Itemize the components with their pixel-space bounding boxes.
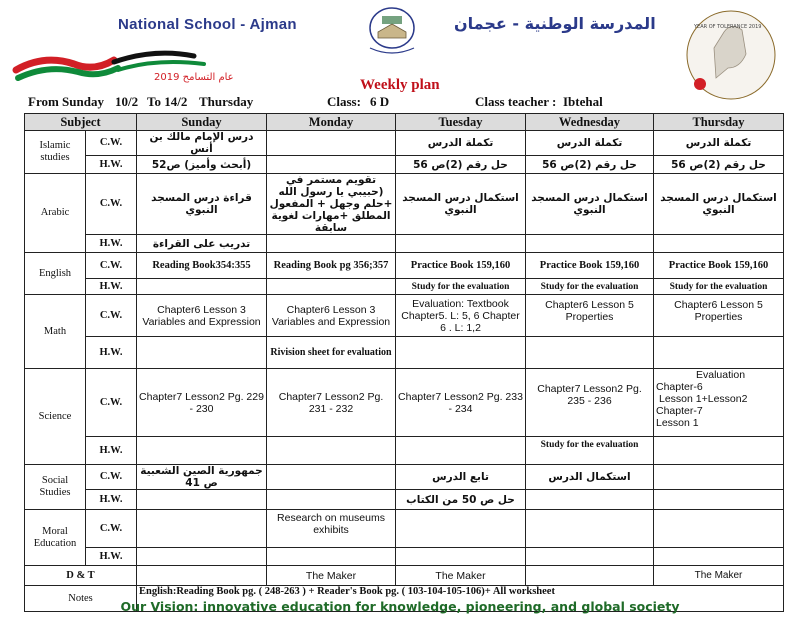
subject-islamic: Islamic studies: [25, 131, 86, 174]
header-wednesday: Wednesday: [526, 114, 654, 131]
cell: [267, 437, 396, 465]
cell: The Maker: [654, 566, 784, 586]
subject-english: English: [25, 253, 86, 295]
cell: [654, 235, 784, 253]
hw-label: H.W.: [86, 279, 137, 295]
header-subject: Subject: [25, 114, 137, 131]
cw-label: C.W.: [86, 174, 137, 235]
hw-label: H.W.: [86, 156, 137, 174]
cell: استكمال الدرس: [526, 465, 654, 490]
table-row: [25, 465, 784, 490]
subject-arabic: Arabic: [25, 174, 86, 253]
class-label: Class:: [327, 94, 361, 109]
cell: [137, 566, 267, 586]
cell: [137, 437, 267, 465]
cell: [526, 548, 654, 566]
hw-label: H.W.: [86, 337, 137, 369]
tolerance-logo-text: YEAR OF TOLERANCE 2019: [694, 24, 762, 30]
cell: [137, 490, 267, 510]
cell: حل رقم (2)ص 56: [654, 156, 784, 174]
table-row: [25, 156, 784, 174]
teacher-label: Class teacher :: [475, 94, 557, 109]
school-name-english: National School - Ajman: [118, 16, 297, 33]
teacher-value: Ibtehal: [563, 94, 603, 109]
cw-label: C.W.: [86, 131, 137, 156]
cell: [654, 465, 784, 490]
table-row: [25, 174, 784, 235]
cell: تابع الدرس: [396, 465, 526, 490]
cell: Evaluation: Textbook Chapter5. L: 5, 6 Chapter 6 . L: 1,2: [396, 295, 526, 337]
cell: Study for the evaluation: [526, 437, 654, 465]
class-value: 6 D: [370, 94, 390, 109]
school-name-arabic: المدرسة الوطنية - عجمان: [454, 14, 656, 33]
cell: Study for the evaluation: [396, 279, 526, 295]
science-thu-line: Evaluation: [696, 369, 746, 381]
header-tuesday: Tuesday: [396, 114, 526, 131]
table-header-row: [25, 114, 784, 131]
cell: Reading Book354:355: [137, 253, 267, 279]
cell: Chapter7 Lesson2 Pg. 231 - 232: [267, 369, 396, 437]
cell: حل رقم (2)ص 56: [396, 156, 526, 174]
cell: The Maker: [396, 566, 526, 586]
cw-label: C.W.: [86, 295, 137, 337]
page-title: Weekly plan: [360, 77, 440, 93]
hw-label: H.W.: [86, 437, 137, 465]
cell: [526, 235, 654, 253]
hw-label: H.W.: [86, 235, 137, 253]
cell: Practice Book 159,160: [526, 253, 654, 279]
cell: حل رقم (2)ص 56: [526, 156, 654, 174]
cell: [396, 337, 526, 369]
cell: Chapter6 Lesson 3 Variables and Expression: [137, 295, 267, 337]
cell: [654, 437, 784, 465]
cell: [267, 465, 396, 490]
table-row: [25, 295, 784, 337]
cell: [267, 131, 396, 156]
hw-label: H.W.: [86, 490, 137, 510]
table-row: [25, 548, 784, 566]
cw-label: C.W.: [86, 253, 137, 279]
table-row: [25, 369, 784, 437]
year-of-tolerance-2019-flag-logo: [14, 42, 234, 90]
table-row: [25, 510, 784, 548]
cw-label: C.W.: [86, 510, 137, 548]
cell: Chapter6 Lesson 5 Properties: [654, 295, 784, 337]
from-label: From Sunday: [28, 94, 104, 109]
header-sunday: Sunday: [137, 114, 267, 131]
from-date: 10/2: [115, 94, 139, 109]
header-monday: Monday: [267, 114, 396, 131]
table-row: [25, 566, 784, 586]
cell: Chapter7 Lesson2 Pg. 229 - 230: [137, 369, 267, 437]
cell: [396, 510, 526, 548]
cw-label: C.W.: [86, 369, 137, 437]
subject-social: Social Studies: [25, 465, 86, 510]
subject-notes: Notes: [25, 586, 137, 612]
cell: Study for the evaluation: [654, 279, 784, 295]
table-row: [25, 131, 784, 156]
cell: [526, 510, 654, 548]
table-row: [25, 490, 784, 510]
cell: [137, 337, 267, 369]
cw-label: C.W.: [86, 465, 137, 490]
uae-logo-text: 2019 عام التسامح: [154, 72, 234, 83]
cell: [137, 279, 267, 295]
cell: [654, 510, 784, 548]
cell: [267, 279, 396, 295]
cell: Practice Book 159,160: [654, 253, 784, 279]
cell: Rivision sheet for evaluation: [267, 337, 396, 369]
table-row: [25, 279, 784, 295]
cell: تكملة الدرس: [396, 131, 526, 156]
cell: استكمال درس المسجد النبوي: [654, 174, 784, 235]
cell: [654, 337, 784, 369]
to-day: Thursday: [199, 94, 254, 109]
cell: استكمال درس المسجد النبوي: [526, 174, 654, 235]
cell: تقويم مستمر في (حبيبي يا رسول الله +حلم وجهل + المفعول المطلق +مهارات لغوية سابقة: [267, 174, 396, 235]
cell: Practice Book 159,160: [396, 253, 526, 279]
cell: [654, 548, 784, 566]
cell: Chapter6 Lesson 3 Variables and Expression: [267, 295, 396, 337]
cell: درس الإمام مالك بن أنس: [137, 131, 267, 156]
subject-science: Science: [25, 369, 86, 465]
to-date: To 14/2: [147, 94, 188, 109]
cell: [267, 235, 396, 253]
hw-label: H.W.: [86, 548, 137, 566]
cell: [526, 566, 654, 586]
cell: جمهورية الصين الشعبية ص 41: [137, 465, 267, 490]
cell: Research on museums exhibits: [267, 510, 396, 548]
cell: حل ص 50 من الكتاب: [396, 490, 526, 510]
school-crest-logo: [352, 4, 432, 58]
cell: تدريب على القراءة: [137, 235, 267, 253]
cell: تكملة الدرس: [526, 131, 654, 156]
table-row: [25, 253, 784, 279]
cell: [396, 548, 526, 566]
subject-dt: D & T: [25, 566, 137, 586]
cell: [526, 337, 654, 369]
notes-text: English:Reading Book pg. ( 248-263 ) + Reader's Book pg. ( 103-104-105-106)+ All worksheet: [137, 586, 784, 612]
header-thursday: Thursday: [654, 114, 784, 131]
cell: Study for the evaluation: [526, 279, 654, 295]
subject-moral: Moral Education: [25, 510, 86, 566]
table-row: [25, 235, 784, 253]
science-thu-line: Lesson 1: [656, 417, 699, 429]
cell: [396, 235, 526, 253]
year-of-tolerance-circle-logo: [684, 8, 778, 102]
cell: The Maker: [267, 566, 396, 586]
cell: [137, 548, 267, 566]
cell: [267, 156, 396, 174]
cell: [654, 490, 784, 510]
cell: [526, 490, 654, 510]
cell: استكمال درس المسجد النبوي: [396, 174, 526, 235]
cell: (أبحث وأميز) ص52: [137, 156, 267, 174]
science-thu-line: Lesson 1+Lesson2: [659, 393, 748, 405]
science-thu-line: Chapter-7: [656, 405, 703, 417]
cell: [267, 490, 396, 510]
cell: Chapter7 Lesson2 Pg. 235 - 236: [526, 369, 654, 437]
science-thu-line: Chapter-6: [656, 381, 703, 393]
cell: Chapter6 Lesson 5 Properties: [526, 295, 654, 337]
table-row: [25, 337, 784, 369]
cell: [396, 437, 526, 465]
cell: Reading Book pg 356;357: [267, 253, 396, 279]
cell: تكملة الدرس: [654, 131, 784, 156]
cell-science-thursday: [654, 369, 784, 437]
cell: Chapter7 Lesson2 Pg. 233 - 234: [396, 369, 526, 437]
weekly-plan-table: [24, 113, 784, 612]
table-row: [25, 437, 784, 465]
cell: [267, 548, 396, 566]
cell: [137, 510, 267, 548]
vision-statement: Our Vision: innovative education for knowledge, pioneering, and global society: [120, 599, 680, 614]
subject-math: Math: [25, 295, 86, 369]
cell: قراءة درس المسجد النبوي: [137, 174, 267, 235]
